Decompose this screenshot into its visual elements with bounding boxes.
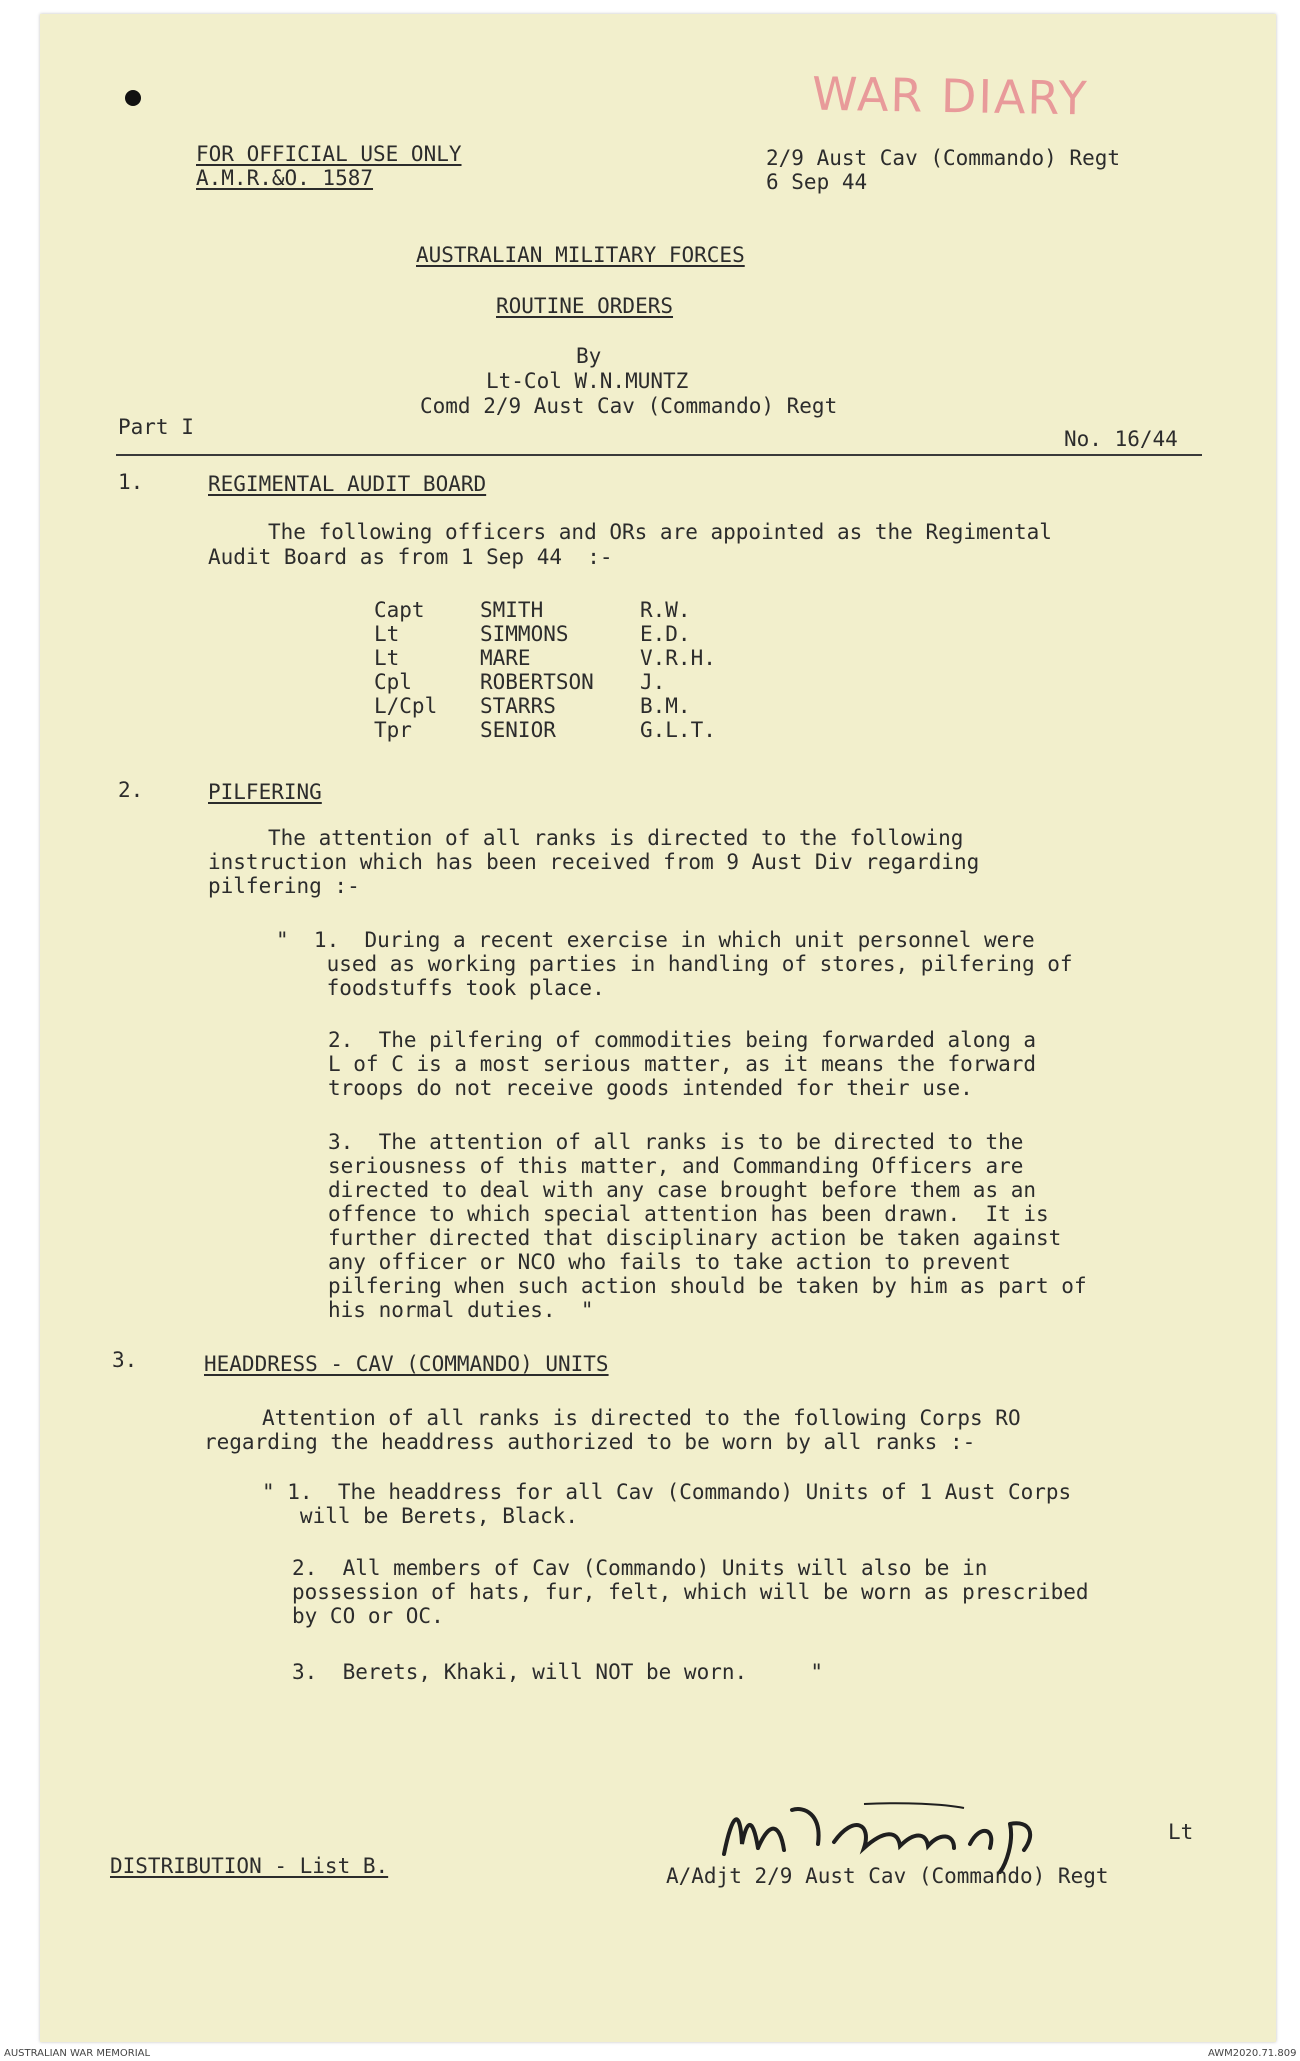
member-name: ROBERTSON bbox=[480, 670, 594, 694]
command-line: Comd 2/9 Aust Cav (Commando) Regt bbox=[420, 394, 838, 418]
section-2-intro: instruction which has been received from 9 Aust Div regarding bbox=[208, 850, 980, 874]
issuing-officer: Lt-Col W.N.MUNTZ bbox=[486, 369, 689, 393]
section-1-text: Audit Board as from 1 Sep 44 :- bbox=[208, 545, 613, 569]
member-rank: Tpr bbox=[374, 718, 412, 742]
classification: FOR OFFICIAL USE ONLY bbox=[196, 142, 462, 166]
signatory-rank: Lt bbox=[1168, 1820, 1194, 1844]
quote-line: further directed that disciplinary action be taken against bbox=[328, 1226, 1062, 1250]
quote-line: his normal duties. " bbox=[328, 1298, 594, 1322]
section-2-number: 2. bbox=[118, 778, 144, 802]
section-1-text: The following officers and ORs are appointed as the Regimental bbox=[268, 520, 1052, 544]
section-3-number: 3. bbox=[112, 1348, 138, 1372]
section-1-heading: REGIMENTAL AUDIT BOARD bbox=[208, 472, 487, 496]
regulation-ref: A.M.R.&O. 1587 bbox=[196, 166, 374, 190]
quote-line: will be Berets, Black. bbox=[262, 1504, 579, 1528]
part-label: Part I bbox=[118, 415, 194, 439]
member-name: SENIOR bbox=[480, 718, 556, 742]
member-initials: J. bbox=[640, 670, 666, 694]
punch-hole bbox=[125, 90, 141, 106]
member-rank: Lt bbox=[374, 646, 400, 670]
doc-title: ROUTINE ORDERS bbox=[496, 294, 674, 318]
member-name: STARRS bbox=[480, 694, 556, 718]
quote-line: troops do not receive goods intended for their use. bbox=[328, 1076, 973, 1100]
by-label: By bbox=[576, 344, 602, 368]
distribution: DISTRIBUTION - List B. bbox=[110, 1854, 389, 1878]
member-initials: V.R.H. bbox=[640, 646, 716, 670]
document-date: 6 Sep 44 bbox=[766, 170, 868, 194]
member-initials: E.D. bbox=[640, 622, 691, 646]
member-rank: Lt bbox=[374, 622, 400, 646]
section-2-heading: PILFERING bbox=[208, 780, 322, 804]
quote-line: L of C is a most serious matter, as it means the forward bbox=[328, 1052, 1037, 1076]
handwritten-signature bbox=[714, 1784, 1124, 1874]
member-name: SMITH bbox=[480, 598, 544, 622]
quote-line: used as working parties in handling of stores, pilfering of bbox=[276, 952, 1073, 976]
section-1-number: 1. bbox=[118, 470, 144, 494]
signatory-role: A/Adjt 2/9 Aust Cav (Commando) Regt bbox=[666, 1864, 1109, 1888]
quote-line: 2. The pilfering of commodities being forwarded along a bbox=[328, 1028, 1037, 1052]
order-number: No. 16/44 bbox=[1064, 427, 1178, 451]
war-diary-stamp: WAR DIARY bbox=[811, 66, 1090, 126]
section-3-intro: regarding the headdress authorized to be worn by all ranks :- bbox=[204, 1430, 976, 1454]
member-rank: Cpl bbox=[374, 670, 412, 694]
member-rank: L/Cpl bbox=[374, 694, 438, 718]
quote-line: 3. Berets, Khaki, will NOT be worn. " bbox=[292, 1660, 824, 1684]
quote-line: 2. All members of Cav (Commando) Units will also be in bbox=[292, 1556, 988, 1580]
section-3-intro: Attention of all ranks is directed to the following Corps RO bbox=[262, 1406, 1021, 1430]
section-3-heading: HEADDRESS - CAV (COMMANDO) UNITS bbox=[204, 1352, 609, 1376]
quote-line: foodstuffs took place. bbox=[276, 976, 605, 1000]
quote-line: pilfering when such action should be taken by him as part of bbox=[328, 1274, 1087, 1298]
footer-institution: AUSTRALIAN WAR MEMORIAL bbox=[4, 2048, 151, 2059]
document-page bbox=[40, 14, 1276, 2042]
quote-line: offence to which special attention has been drawn. It is bbox=[328, 1202, 1049, 1226]
quote-line: " 1. The headdress for all Cav (Commando) Units of 1 Aust Corps bbox=[262, 1480, 1072, 1504]
quote-line: directed to deal with any case brought before them as an bbox=[328, 1178, 1037, 1202]
footer-accession: AWM2020.71.809 bbox=[1208, 2048, 1297, 2059]
quote-line: " 1. During a recent exercise in which unit personnel were bbox=[276, 928, 1035, 952]
member-rank: Capt bbox=[374, 598, 425, 622]
quote-line: by CO or OC. bbox=[292, 1604, 444, 1628]
member-name: MARE bbox=[480, 646, 531, 670]
quote-line: possession of hats, fur, felt, which will be worn as prescribed bbox=[292, 1580, 1089, 1604]
section-2-intro: pilfering :- bbox=[208, 874, 360, 898]
quote-line: 3. The attention of all ranks is to be directed to the bbox=[328, 1130, 1024, 1154]
member-initials: R.W. bbox=[640, 598, 691, 622]
section-2-intro: The attention of all ranks is directed to the following bbox=[268, 826, 964, 850]
org-title: AUSTRALIAN MILITARY FORCES bbox=[416, 243, 745, 267]
member-initials: B.M. bbox=[640, 694, 691, 718]
quote-line: any officer or NCO who fails to take action to prevent bbox=[328, 1250, 1011, 1274]
quote-line: seriousness of this matter, and Commanding Officers are bbox=[328, 1154, 1024, 1178]
member-initials: G.L.T. bbox=[640, 718, 716, 742]
member-name: SIMMONS bbox=[480, 622, 569, 646]
title-rule bbox=[116, 454, 1202, 456]
unit-header: 2/9 Aust Cav (Commando) Regt bbox=[766, 146, 1121, 170]
